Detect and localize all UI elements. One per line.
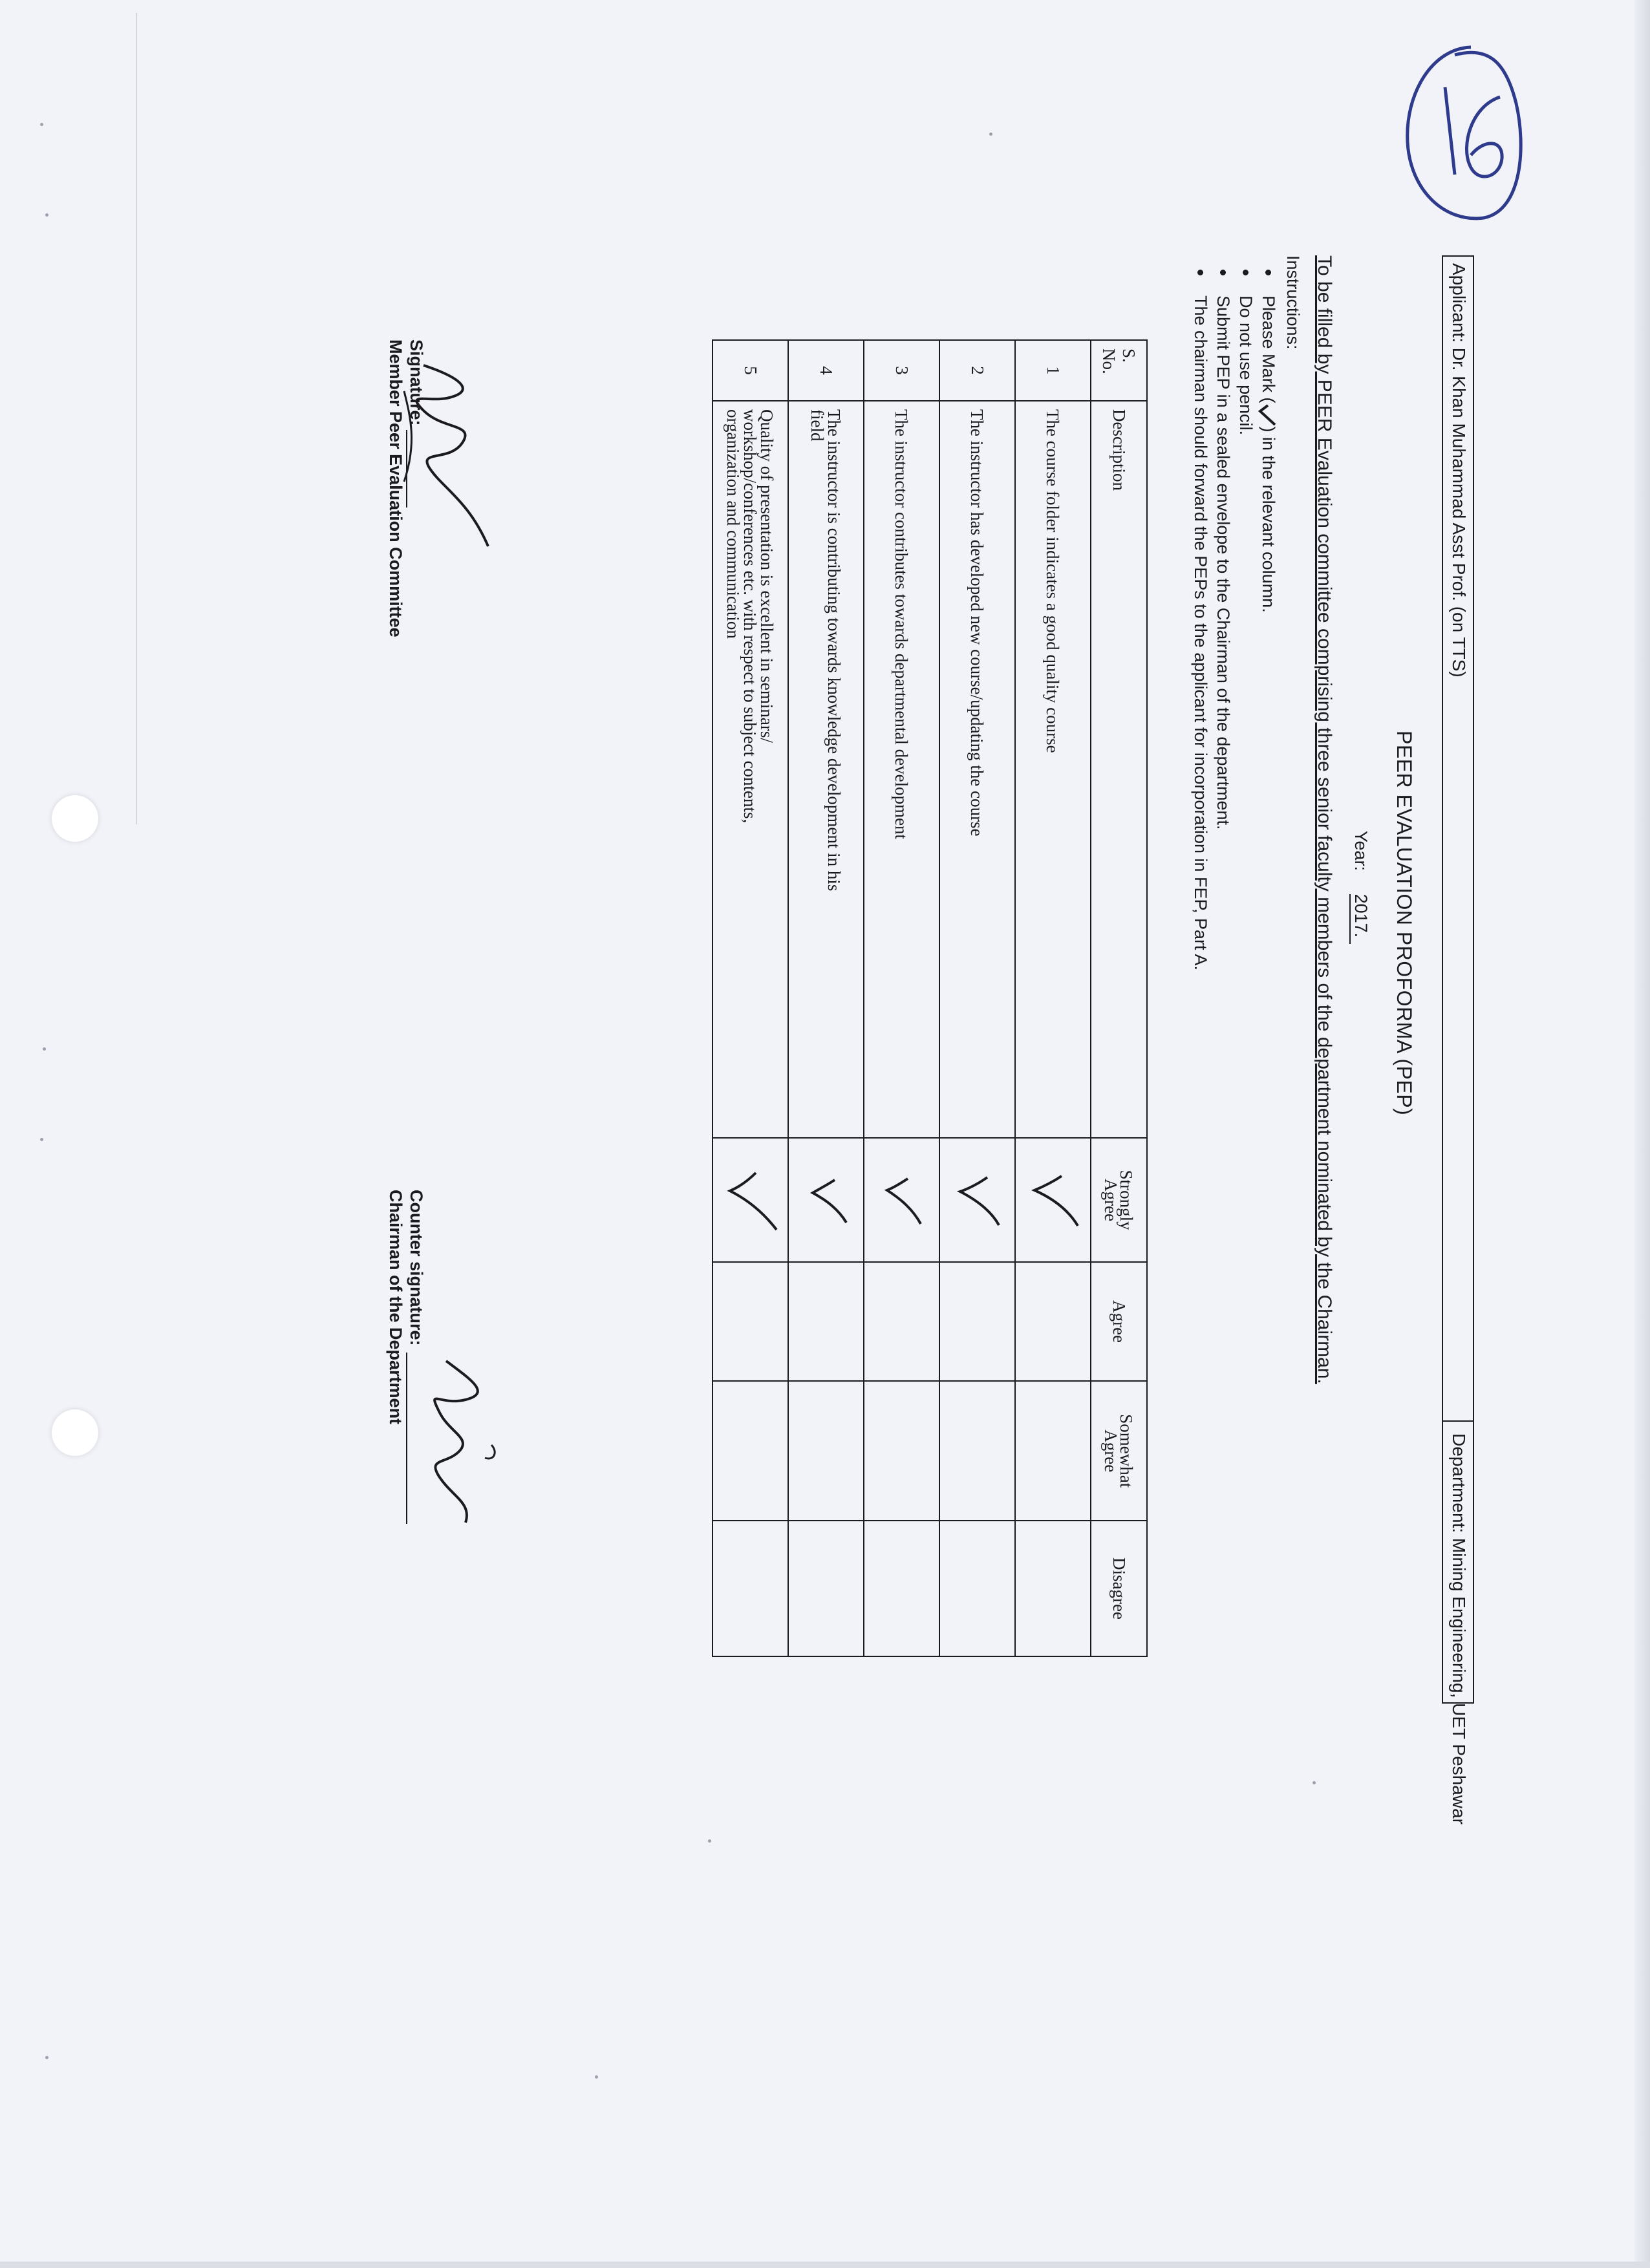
header-somewhat-agree-line1: Somewhat — [1117, 1414, 1137, 1488]
row-description-line1: The instructor is contributing towards knowledge development in his — [824, 409, 844, 892]
signature-label: Signature: — [407, 339, 426, 426]
header-disagree: Disagree — [1091, 1521, 1147, 1656]
peer-evaluation-form — [246, 255, 1474, 1824]
scan-speck — [595, 2075, 598, 2079]
header-strongly-agree — [1091, 1138, 1147, 1261]
scan-speck — [45, 2056, 48, 2059]
form-title: PEER EVALUATION PROFORMA (PEP) — [1393, 731, 1416, 1116]
checkmark-icon — [1258, 403, 1277, 427]
row-sn: 5 — [712, 340, 788, 401]
chairman-signature-block — [385, 1190, 427, 1524]
counter-signature-line — [406, 1353, 407, 1524]
cell-somewhat-agree — [1015, 1381, 1091, 1521]
member-label: Member Peer Evaluation Committee — [386, 339, 405, 637]
scan-speck — [40, 123, 43, 126]
scan-speck — [45, 213, 48, 217]
table-row — [939, 340, 1015, 1656]
cell-disagree — [939, 1521, 1015, 1656]
committee-statement: To be filled by PEER Evaluation committee comprising three senior faculty members of the department nominated by the Chairman. — [1314, 255, 1335, 1384]
cell-disagree — [788, 1521, 864, 1656]
header-agree: Agree — [1091, 1262, 1147, 1382]
header-strongly-agree-line2: Agree — [1101, 1179, 1121, 1222]
scan-speck — [708, 1839, 711, 1843]
header-somewhat-agree-line2: Agree — [1101, 1429, 1121, 1473]
cell-strongly-agree — [1015, 1138, 1091, 1261]
instruction-item: Submit PEP in a sealed envelope to the Chairman of the department. — [1211, 255, 1234, 970]
punch-hole-top — [52, 795, 98, 842]
row-description: The course folder indicates a good quality course — [1015, 401, 1091, 1138]
instruction-mark-suffix: ) in the relevant column. — [1259, 426, 1278, 613]
applicant-box — [1442, 255, 1474, 1824]
applicant-name: Applicant: Dr. Khan Muhammad Asst Prof. (on TTS) — [1449, 263, 1469, 678]
cell-somewhat-agree — [788, 1381, 864, 1521]
evaluation-table — [712, 339, 1148, 1657]
cell-agree — [712, 1262, 788, 1382]
table-row — [712, 340, 788, 1656]
counter-signature-label: Counter signature: — [407, 1190, 426, 1346]
cell-agree — [939, 1262, 1015, 1382]
scan-edge-right — [1634, 0, 1650, 2268]
member-signature-block — [385, 339, 427, 637]
handwritten-checkmark-icon — [1029, 1171, 1081, 1229]
cell-somewhat-agree — [712, 1381, 788, 1521]
scan-speck — [40, 1138, 43, 1141]
row-sn: 2 — [939, 340, 1015, 401]
table-row — [1015, 340, 1091, 1656]
year-value: 2017. — [1349, 894, 1371, 945]
row-sn: 4 — [788, 340, 864, 401]
year-label: Year: — [1351, 831, 1371, 872]
cell-agree — [788, 1262, 864, 1382]
instruction-mark-prefix: Please Mark ( — [1259, 295, 1278, 403]
handwritten-checkmark-icon — [802, 1171, 854, 1229]
row-sn: 3 — [864, 340, 939, 401]
scan-speck — [43, 1047, 46, 1051]
header-somewhat-agree — [1091, 1381, 1147, 1521]
cell-strongly-agree — [712, 1138, 788, 1261]
instructions-list — [1188, 255, 1279, 970]
instructions-heading: Instructions: — [1283, 255, 1303, 350]
cell-somewhat-agree — [939, 1381, 1015, 1521]
row-description-line3: organization and communication — [723, 409, 744, 639]
table-row — [788, 340, 864, 1656]
signature-line — [406, 430, 407, 508]
row-description-line2: field — [808, 409, 828, 442]
chairman-label: Chairman of the Department — [386, 1190, 405, 1425]
row-description-line1: Quality of presentation is excellent in seminars/ — [757, 409, 777, 743]
header-description: Description — [1091, 401, 1147, 1138]
punch-hole-bottom — [52, 1409, 98, 1456]
cell-disagree — [1015, 1521, 1091, 1656]
handwritten-checkmark-icon — [954, 1171, 1005, 1229]
applicant-box-divider — [1443, 1420, 1473, 1422]
cell-disagree — [712, 1521, 788, 1656]
department-name: Department: Mining Engineering, UET Peshawar — [1449, 1433, 1469, 1824]
table-header-row — [1091, 340, 1147, 1656]
row-description — [788, 401, 864, 1138]
header-strongly-agree-line1: Strongly — [1117, 1170, 1137, 1230]
cell-somewhat-agree — [864, 1381, 939, 1521]
scan-speck — [989, 133, 992, 136]
row-description — [712, 401, 788, 1138]
scan-margin-line — [136, 13, 137, 824]
instruction-item: Do not use pencil. — [1234, 255, 1256, 970]
row-description: The instructor contributes towards departmental development — [864, 401, 939, 1138]
cell-agree — [1015, 1262, 1091, 1382]
table-row — [864, 340, 939, 1656]
year-line — [1349, 831, 1371, 944]
cell-disagree — [864, 1521, 939, 1656]
scan-edge-bottom — [0, 2262, 1650, 2268]
header-sn: S. No. — [1091, 340, 1147, 401]
row-sn: 1 — [1015, 340, 1091, 401]
instruction-item — [1256, 255, 1279, 970]
instruction-item: The chairman should forward the PEPs to the applicant for incorporation in FEP, Part A. — [1188, 255, 1211, 970]
row-description-line2: workshop/conferences etc. with respect to subject contents, — [740, 409, 760, 824]
cell-agree — [864, 1262, 939, 1382]
cell-strongly-agree — [864, 1138, 939, 1261]
handwritten-checkmark-icon — [878, 1171, 930, 1229]
row-description: The instructor has developed new course/updating the course — [939, 401, 1015, 1138]
cell-strongly-agree — [939, 1138, 1015, 1261]
cell-strongly-agree — [788, 1138, 864, 1261]
handwritten-page-number — [1393, 36, 1529, 230]
handwritten-checkmark-icon — [723, 1168, 782, 1232]
